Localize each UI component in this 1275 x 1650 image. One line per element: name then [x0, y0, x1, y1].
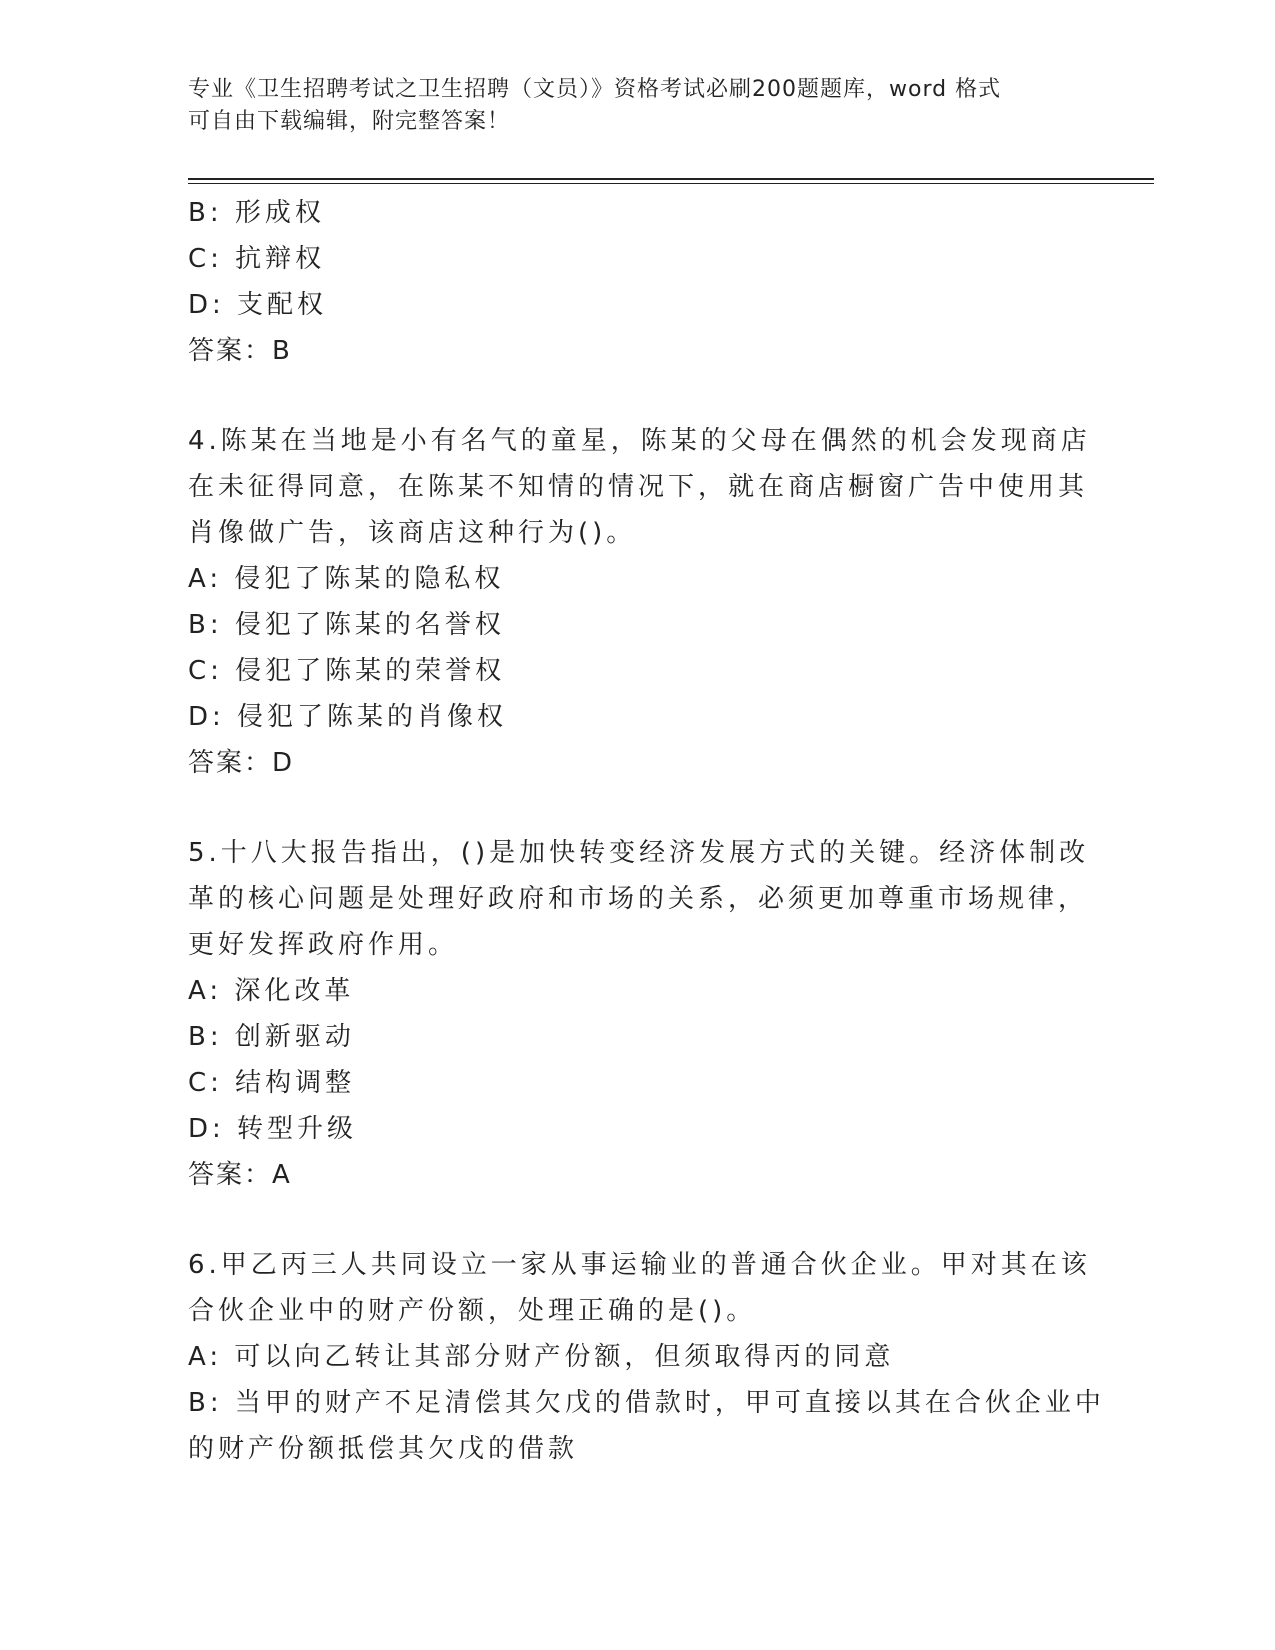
- option-c: C: 结构调整: [188, 1068, 356, 1098]
- option-a: A: 可以向乙转让其部分财产份额，但须取得丙的同意: [188, 1342, 895, 1372]
- header-line-2: 可自由下载编辑，附完整答案！: [188, 109, 511, 134]
- option-b: B: 当甲的财产不足清偿其欠戊的借款时，甲可直接以其在合伙企业中: [188, 1388, 1105, 1418]
- spacer: [188, 1198, 1088, 1242]
- option-b-continued: 的财产份额抵偿其欠戊的借款: [188, 1434, 579, 1464]
- option-c: C: 抗辩权: [188, 244, 326, 274]
- document-body: [188, 190, 1105, 1472]
- header-line-1: 专业《卫生招聘考试之卫生招聘（文员）》资格考试必刷200题题库，word 格式: [188, 77, 1002, 102]
- option-a: A: 深化改革: [188, 976, 355, 1006]
- question-text-line: 5.十八大报告指出，()是加快转变经济发展方式的关键。经济体制改: [188, 838, 1090, 868]
- option-b: B: 形成权: [188, 198, 325, 228]
- question-text-line: 在未征得同意，在陈某不知情的情况下，就在商店橱窗广告中使用其: [188, 472, 1089, 502]
- answer-line: 答案：A: [188, 1160, 292, 1190]
- option-b: B: 侵犯了陈某的名誉权: [188, 610, 505, 640]
- question-text-line: 合伙企业中的财产份额，处理正确的是()。: [188, 1296, 757, 1326]
- question-5: [188, 830, 1088, 1198]
- option-d: D: 转型升级: [188, 1114, 358, 1144]
- answer-line: 答案：D: [188, 748, 295, 778]
- option-d: D: 支配权: [188, 290, 328, 320]
- question-text-line: 革的核心问题是处理好政府和市场的关系，必须更加尊重市场规律，: [188, 884, 1089, 914]
- header-rule-thin: [188, 183, 1154, 184]
- option-b: B: 创新驱动: [188, 1022, 355, 1052]
- option-d: D: 侵犯了陈某的肖像权: [188, 702, 508, 732]
- spacer: [188, 374, 1088, 418]
- header-rule-thick: [188, 178, 1154, 180]
- document-header: [188, 74, 1088, 138]
- option-a: A: 侵犯了陈某的隐私权: [188, 564, 505, 594]
- question-text-line: 更好发挥政府作用。: [188, 930, 459, 960]
- answer-line: 答案：B: [188, 336, 292, 366]
- question-text-line: 4.陈某在当地是小有名气的童星，陈某的父母在偶然的机会发现商店: [188, 426, 1091, 456]
- question-text-line: 6.甲乙丙三人共同设立一家从事运输业的普通合伙企业。甲对其在该: [188, 1250, 1091, 1280]
- question-text-line: 肖像做广告，该商店这种行为()。: [188, 518, 637, 548]
- question-3-tail: [188, 190, 1088, 374]
- spacer: [188, 786, 1088, 830]
- question-6: [188, 1242, 1105, 1472]
- option-c: C: 侵犯了陈某的荣誉权: [188, 656, 506, 686]
- question-4: [188, 418, 1091, 786]
